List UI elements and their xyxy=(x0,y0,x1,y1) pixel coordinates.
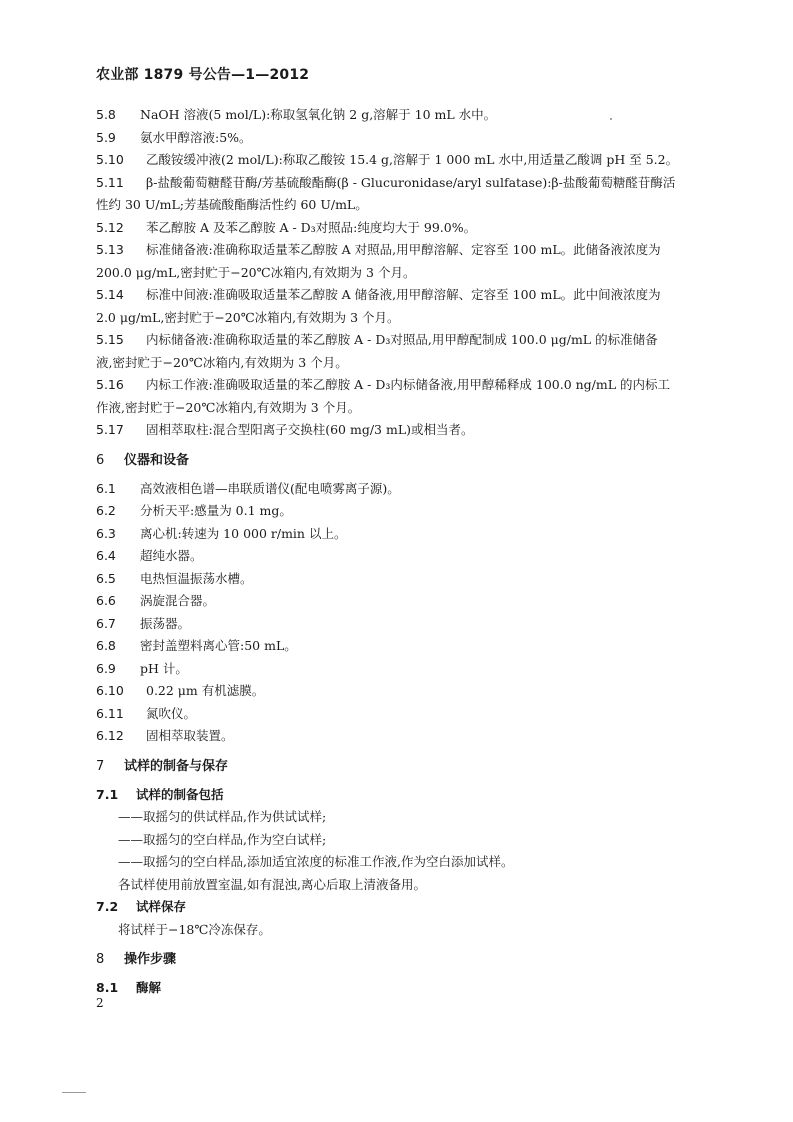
clause-5-9 xyxy=(96,127,716,150)
clause-text: 固相萃取装置。 xyxy=(146,728,234,743)
clause-text: 苯乙醇胺 A 及苯乙醇胺 A - D₃对照品:纯度均大于 99.0%。 xyxy=(146,219,477,235)
clause-text: 内标工作液:准确吸取适量的苯乙醇胺 A - D₃内标储备液,用甲醇稀释成 100.0 ng/mL 的内标工 xyxy=(146,377,671,392)
clause-6-11 xyxy=(96,703,716,726)
clause-continuation: 作液,密封贮于−20℃冰箱内,有效期为 3 个月。 xyxy=(96,399,361,415)
storage-text: 将试样于−18℃冷冻保存。 xyxy=(118,921,271,937)
document-header: 农业部 1879 号公告—1—2012 xyxy=(96,67,310,83)
clause-text: 高效液相色谱—串联质谱仪(配电喷雾离子源)。 xyxy=(140,480,400,496)
clause-text: NaOH 溶液(5 mol/L):称取氢氧化钠 2 g,溶解于 10 mL 水中。 xyxy=(140,107,497,122)
clause-number: 6.3 xyxy=(96,525,116,541)
clause-6-5 xyxy=(96,568,716,591)
clause-text: 固相萃取柱:混合型阳离子交换柱(60 mg/3 mL)或相当者。 xyxy=(146,422,474,437)
dash-item: ——取摇匀的供试样品,作为供试试样; xyxy=(118,809,327,824)
subsection-title: 试样的制备包括 xyxy=(136,786,224,802)
section-heading-7 xyxy=(96,756,716,778)
clause-number: 6.11 xyxy=(96,705,124,721)
clause-number: 5.8 xyxy=(96,107,116,122)
clause-continuation: 液,密封贮于−20℃冰箱内,有效期为 3 个月。 xyxy=(96,354,348,370)
subsection-title: 试样保存 xyxy=(136,899,187,914)
subsection-number: 8.1 xyxy=(96,980,119,995)
clause-6-10 xyxy=(96,680,716,703)
clause-number: 6.2 xyxy=(96,503,116,518)
clause-number: 6.7 xyxy=(96,615,116,631)
subsection-title: 酶解 xyxy=(136,980,162,995)
clause-6-7 xyxy=(96,613,716,636)
section-title: 操作步骤 xyxy=(124,952,177,967)
clause-6-9 xyxy=(96,658,716,681)
preparation-note: 各试样使用前放置室温,如有混浊,离心后取上清液备用。 xyxy=(118,876,426,892)
clause-number: 6.9 xyxy=(96,660,116,676)
clause-number: 5.11 xyxy=(96,174,124,190)
clause-5-8 xyxy=(96,104,716,127)
clause-text: 氮吹仪。 xyxy=(146,705,197,721)
clause-text: 标准中间液:准确吸取适量苯乙醇胺 A 储备液,用甲醇溶解、定容至 100 mL。此中间液浓度为 xyxy=(146,287,661,302)
section-heading-8 xyxy=(96,949,716,971)
clause-number: 5.17 xyxy=(96,422,124,437)
clause-number: 6.10 xyxy=(96,683,124,698)
clause-number: 5.10 xyxy=(96,152,124,167)
clause-continuation: 性约 30 U/mL;芳基硫酸酯酶活性约 60 U/mL。 xyxy=(96,197,368,212)
clause-text: 离心机:转速为 10 000 r/min 以上。 xyxy=(140,525,347,541)
clause-number: 6.1 xyxy=(96,480,116,496)
clause-5-11 xyxy=(96,172,716,217)
section-title: 仪器和设备 xyxy=(124,452,190,468)
clause-6-1 xyxy=(96,478,716,501)
subsection-heading-7-2 xyxy=(96,896,716,919)
clause-text: 密封盖塑料离心管:50 mL。 xyxy=(140,638,297,653)
section-heading-6 xyxy=(96,450,716,472)
section-number: 7 xyxy=(96,758,105,774)
clause-5-15 xyxy=(96,329,716,374)
clause-text: 超纯水器。 xyxy=(140,548,203,563)
section-number: 8 xyxy=(96,952,105,967)
clause-6-4 xyxy=(96,545,716,568)
clause-number: 6.6 xyxy=(96,593,116,608)
clause-5-17 xyxy=(96,419,716,442)
clause-text: 涡旋混合器。 xyxy=(140,593,216,608)
clause-number: 6.5 xyxy=(96,570,116,586)
section-number: 6 xyxy=(96,452,105,468)
clause-number: 5.12 xyxy=(96,219,124,235)
clause-6-8 xyxy=(96,635,716,658)
clause-5-14 xyxy=(96,284,716,329)
document-body xyxy=(96,104,716,1000)
subsection-number: 7.1 xyxy=(96,786,119,802)
clause-text: 振荡器。 xyxy=(140,615,191,631)
clause-number: 5.14 xyxy=(96,287,124,302)
clause-text: 内标储备液:准确称取适量的苯乙醇胺 A - D₃对照品,用甲醇配制成 100.0 μg/mL 的标准储备 xyxy=(146,332,658,347)
clause-5-13 xyxy=(96,239,716,284)
dash-item: ——取摇匀的空白样品,添加适宜浓度的标准工作液,作为空白添加试样。 xyxy=(118,854,514,869)
clause-continuation: 200.0 μg/mL,密封贮于−20℃冰箱内,有效期为 3 个月。 xyxy=(96,264,416,280)
clause-5-12 xyxy=(96,217,716,240)
clause-number: 6.4 xyxy=(96,548,116,563)
clause-text: 0.22 μm 有机滤膜。 xyxy=(146,683,265,698)
clause-number: 5.15 xyxy=(96,332,124,347)
clause-text: 分析天平:感量为 0.1 mg。 xyxy=(140,503,292,518)
subsection-heading-7-1 xyxy=(96,784,716,807)
clause-text: β-盐酸葡萄糖醛苷酶/芳基硫酸酯酶(β - Glucuronidase/aryl sulfatase):β-盐酸葡萄糖醛苷酶活 xyxy=(146,174,676,190)
subsection-number: 7.2 xyxy=(96,899,119,914)
clause-number: 5.16 xyxy=(96,377,124,392)
clause-continuation: 2.0 μg/mL,密封贮于−20℃冰箱内,有效期为 3 个月。 xyxy=(96,309,400,325)
clause-6-3 xyxy=(96,523,716,546)
footer-rule xyxy=(62,1092,86,1093)
clause-6-6 xyxy=(96,590,716,613)
clause-number: 5.13 xyxy=(96,242,124,257)
clause-number: 6.8 xyxy=(96,638,116,653)
clause-number: 6.12 xyxy=(96,728,124,743)
section-title: 试样的制备与保存 xyxy=(124,758,229,774)
clause-text: pH 计。 xyxy=(140,660,188,676)
clause-text: 电热恒温振荡水槽。 xyxy=(140,570,253,586)
clause-text: 乙酸铵缓冲液(2 mol/L):称取乙酸铵 15.4 g,溶解于 1 000 mL 水中,用适量乙酸调 pH 至 5.2。 xyxy=(146,152,679,167)
clause-6-12 xyxy=(96,725,716,748)
clause-number: 5.9 xyxy=(96,129,116,145)
page-number: 2 xyxy=(96,996,104,1010)
clause-5-16 xyxy=(96,374,716,419)
clause-text: 氨水甲醇溶液:5%。 xyxy=(140,129,252,145)
dash-item: ——取摇匀的空白样品,作为空白试样; xyxy=(118,831,327,847)
subsection-heading-8-1 xyxy=(96,977,716,1000)
clause-6-2 xyxy=(96,500,716,523)
clause-5-10 xyxy=(96,149,716,172)
clause-text: 标准储备液:准确称取适量苯乙醇胺 A 对照品,用甲醇溶解、定容至 100 mL。此储备液浓度为 xyxy=(146,242,661,257)
